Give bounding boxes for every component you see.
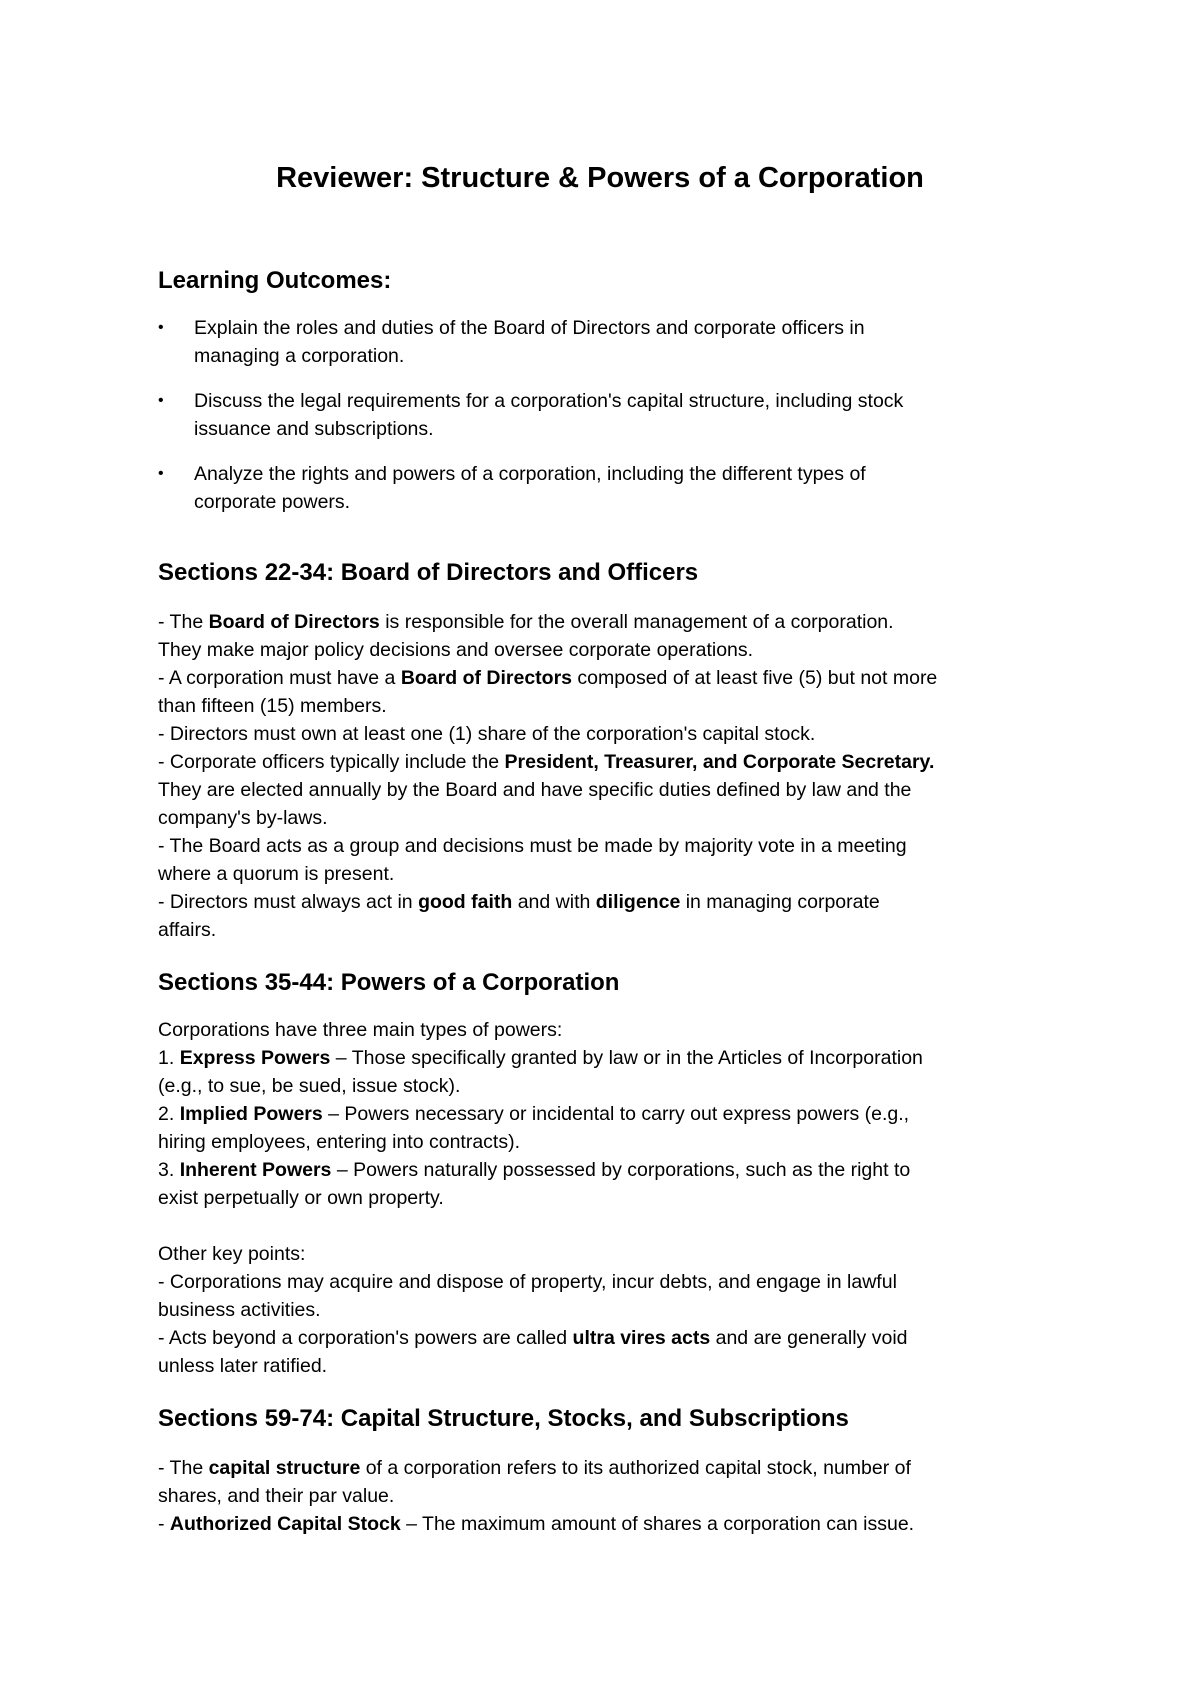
text-line: 1. Express Powers – Those specifically granted by law or in the Articles of Incorporation	[158, 1047, 923, 1069]
list-item-text: Analyze the rights and powers of a corporation, including the different types of	[194, 463, 866, 485]
text-line: than fifteen (15) members.	[158, 695, 387, 717]
list-item	[158, 387, 1058, 443]
section-powers-body	[158, 1016, 1058, 1212]
text-line: - The capital structure of a corporation refers to its authorized capital stock, number of	[158, 1457, 911, 1479]
text-line: 3. Inherent Powers – Powers naturally possessed by corporations, such as the right to	[158, 1159, 911, 1181]
section-capital-body	[158, 1454, 1058, 1538]
section-powers-other	[158, 1240, 1058, 1380]
text-line: - Corporate officers typically include the President, Treasurer, and Corporate Secretary.	[158, 751, 935, 773]
section-board-heading: Sections 22-34: Board of Directors and Officers	[158, 559, 699, 586]
bullet-icon: •	[158, 392, 164, 409]
section-powers-heading: Sections 35-44: Powers of a Corporation	[158, 969, 620, 996]
text-line: company's by-laws.	[158, 807, 328, 829]
document-title: Reviewer: Structure & Powers of a Corporation	[276, 162, 924, 194]
text-line: Corporations have three main types of powers:	[158, 1019, 563, 1041]
list-item-text: Discuss the legal requirements for a corporation's capital structure, including stock	[194, 390, 904, 412]
section-board-body	[158, 608, 1058, 944]
text-line: - Acts beyond a corporation's powers are called ultra vires acts and are generally void	[158, 1327, 908, 1349]
section-capital-heading: Sections 59-74: Capital Structure, Stocks, and Subscriptions	[158, 1405, 849, 1432]
list-item-text: managing a corporation.	[194, 345, 405, 367]
text-line: - The Board acts as a group and decisions must be made by majority vote in a meeting	[158, 835, 907, 857]
text-line: unless later ratified.	[158, 1355, 328, 1377]
text-line: They make major policy decisions and oversee corporate operations.	[158, 639, 754, 661]
text-line: - A corporation must have a Board of Directors composed of at least five (5) but not more	[158, 667, 938, 689]
learning-outcomes-list	[158, 314, 1058, 533]
list-item-text: issuance and subscriptions.	[194, 418, 434, 440]
list-item	[158, 314, 1058, 370]
text-line: (e.g., to sue, be sued, issue stock).	[158, 1075, 461, 1097]
text-line: Other key points:	[158, 1243, 306, 1265]
learning-outcomes-heading: Learning Outcomes:	[158, 267, 392, 294]
text-line: shares, and their par value.	[158, 1485, 395, 1507]
text-line: business activities.	[158, 1299, 321, 1321]
text-line: exist perpetually or own property.	[158, 1187, 444, 1209]
list-item	[158, 460, 1058, 516]
text-line: 2. Implied Powers – Powers necessary or incidental to carry out express powers (e.g.,	[158, 1103, 910, 1125]
text-line: - Corporations may acquire and dispose of property, incur debts, and engage in lawful	[158, 1271, 897, 1293]
list-item-text: corporate powers.	[194, 491, 351, 513]
bullet-icon: •	[158, 465, 164, 482]
text-line: They are elected annually by the Board and have specific duties defined by law and the	[158, 779, 912, 801]
text-line: affairs.	[158, 919, 217, 941]
text-line: - Directors must always act in good faith and with diligence in managing corporate	[158, 891, 880, 913]
text-line: hiring employees, entering into contracts).	[158, 1131, 521, 1153]
bullet-icon: •	[158, 319, 164, 336]
list-item-text: Explain the roles and duties of the Board of Directors and corporate officers in	[194, 317, 865, 339]
text-line: - Authorized Capital Stock – The maximum amount of shares a corporation can issue.	[158, 1513, 915, 1535]
text-line: - Directors must own at least one (1) share of the corporation's capital stock.	[158, 723, 816, 745]
text-line: where a quorum is present.	[158, 863, 395, 885]
text-line: - The Board of Directors is responsible for the overall management of a corporation.	[158, 611, 894, 633]
